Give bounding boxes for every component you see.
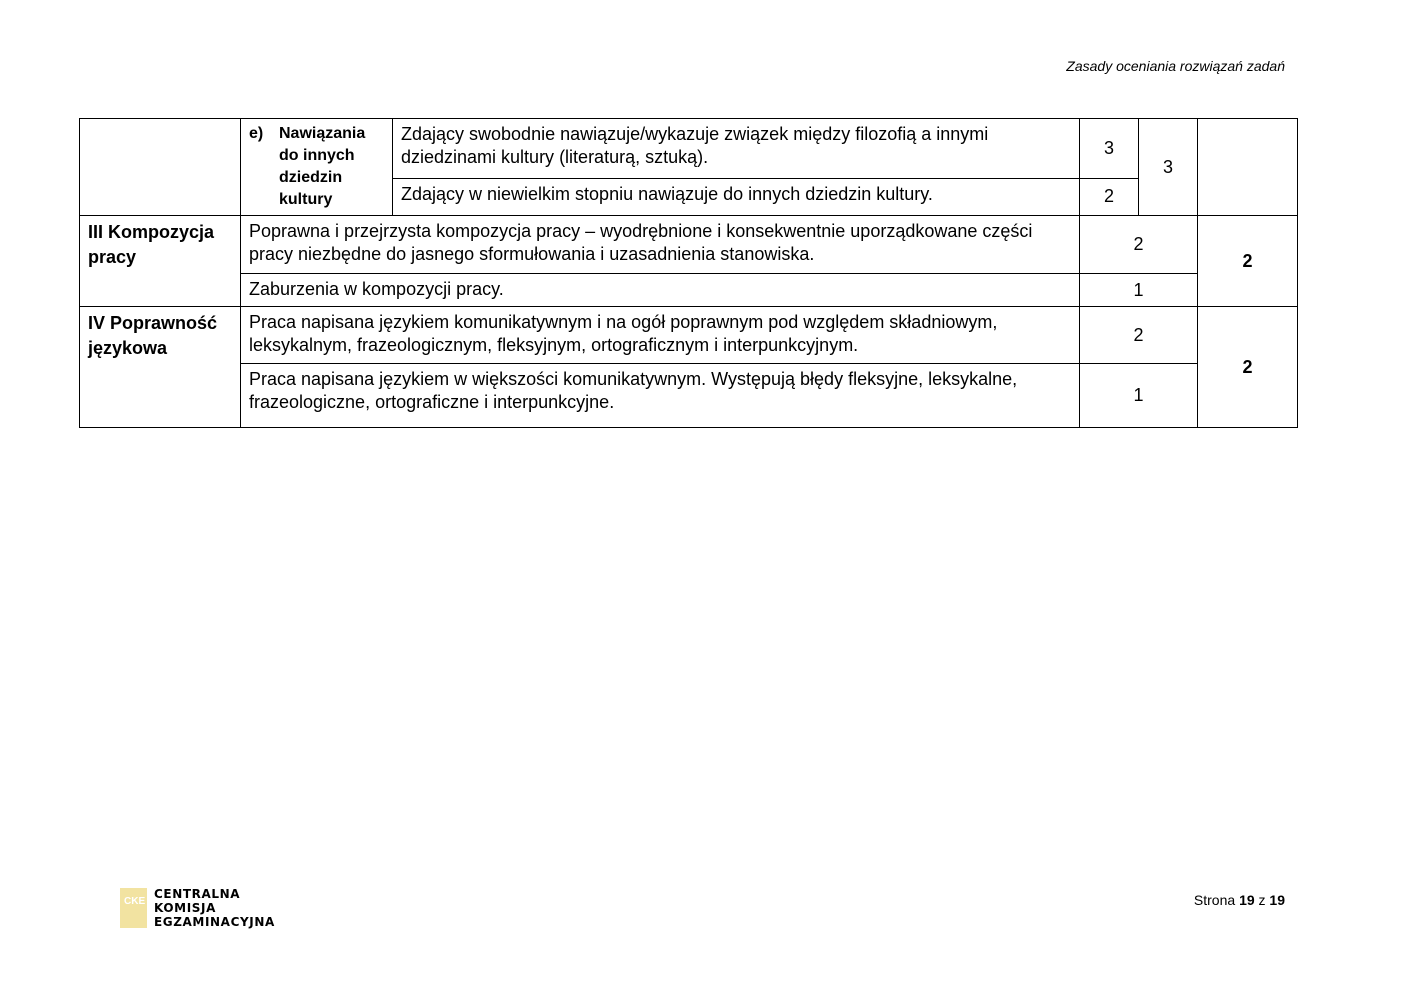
page-prefix: Strona [1193, 892, 1236, 908]
section-title: IV Poprawność językowa [80, 307, 241, 428]
table-row [80, 274, 1298, 307]
logo-line: EGZAMINACYJNA [154, 915, 275, 929]
logo-line: CENTRALNA [154, 887, 241, 901]
criterion-title: Nawiązania do innych dziedzin kultury [279, 125, 366, 208]
table-row [80, 364, 1298, 428]
page-header-title: Zasady oceniania rozwiązań zadań [1066, 58, 1285, 74]
grading-table [79, 118, 1298, 428]
empty-section-cell [80, 119, 241, 216]
page-separator: z [1258, 892, 1266, 908]
criterion-letter: e) [249, 125, 264, 142]
criterion-description: Praca napisana językiem w większości komunikatywnym. Występują błędy fleksyjne, leksykalne, frazeologiczne, ortograficzne i interpunkcyjne. [241, 364, 1080, 428]
cke-logo [120, 887, 275, 929]
section-title: III Kompozycja pracy [80, 216, 241, 307]
page-total: 19 [1269, 892, 1285, 908]
criterion-description: Zdający w niewielkim stopniu nawiązuje do innych dziedzin kultury. [393, 178, 1080, 215]
points-cell: 2 [1080, 216, 1198, 274]
max-points-cell: 3 [1139, 119, 1198, 216]
section-total-cell: 2 [1198, 307, 1298, 428]
empty-total-cell [1198, 119, 1298, 216]
cke-logo-icon [120, 888, 147, 928]
points-cell: 1 [1080, 274, 1198, 307]
cke-logo-mark: CKE [124, 896, 146, 907]
cke-logo-text [154, 887, 275, 929]
table-row [80, 307, 1298, 364]
criterion-description: Zaburzenia w kompozycji pracy. [241, 274, 1080, 307]
points-cell: 2 [1080, 307, 1198, 364]
criterion-cell [241, 119, 393, 216]
table-row [80, 119, 1298, 179]
section-total-cell: 2 [1198, 216, 1298, 307]
points-cell: 2 [1080, 178, 1139, 215]
table-row [80, 216, 1298, 274]
page-number [1194, 892, 1285, 908]
logo-line: KOMISJA [154, 901, 216, 915]
criterion-description: Praca napisana językiem komunikatywnym i na ogół poprawnym pod względem składniowym, leksykalnym, frazeologicznym, fleksyjnym, ortograficznym i interpunkcyjnym. [241, 307, 1080, 364]
points-cell: 1 [1080, 364, 1198, 428]
criterion-description: Zdający swobodnie nawiązuje/wykazuje związek między filozofią a innymi dziedzinami kultury (literaturą, sztuką). [393, 119, 1080, 179]
criterion-description: Poprawna i przejrzysta kompozycja pracy – wyodrębnione i konsekwentnie uporządkowane części pracy niezbędne do jasnego sformułowania i uzasadnienia stanowiska. [241, 216, 1080, 274]
points-cell: 3 [1080, 119, 1139, 179]
page-current: 19 [1239, 892, 1255, 908]
